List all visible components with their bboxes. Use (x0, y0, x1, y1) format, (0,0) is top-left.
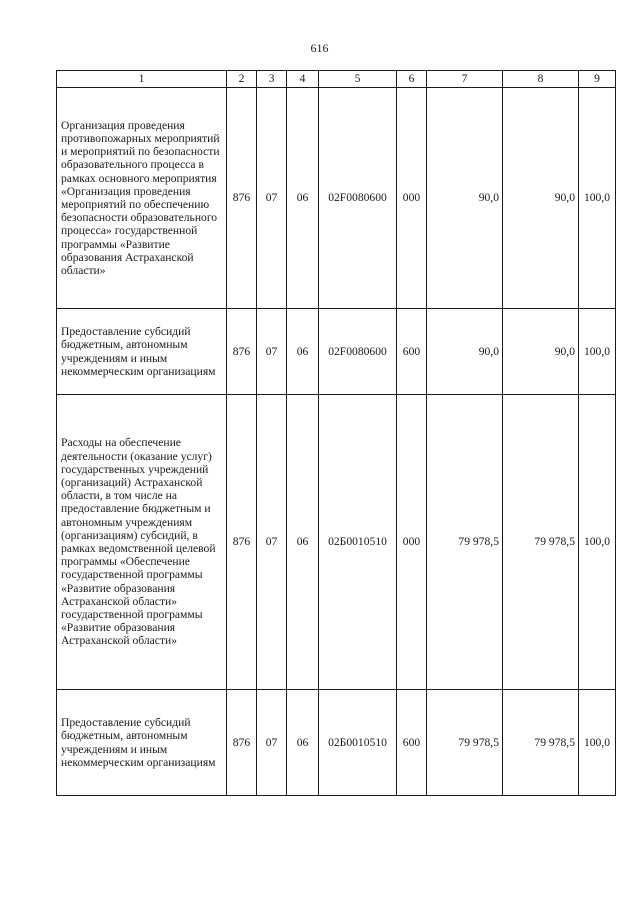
percent-col9: 100,0 (579, 88, 616, 309)
ministry-code: 876 (227, 690, 257, 796)
section-code: 07 (257, 309, 287, 395)
header-cell-1: 1 (57, 71, 227, 88)
amount-col7: 90,0 (427, 88, 503, 309)
amount-col8: 90,0 (503, 309, 579, 395)
amount-col8: 90,0 (503, 88, 579, 309)
subsection-code: 06 (287, 88, 319, 309)
percent-col9: 100,0 (579, 309, 616, 395)
amount-col8: 79 978,5 (503, 690, 579, 796)
section-code: 07 (257, 395, 287, 690)
budget-table (56, 70, 616, 796)
row-description: Организация проведения противопожарных мероприятий и мероприятий по безопасности образовательного процесса в рамках основного мероприятия «Организация проведения мероприятий по обеспечению безопасности образовательного процесса» государственной программы «Развитие образования Астраханской области» (57, 88, 227, 309)
header-cell-2: 2 (227, 71, 257, 88)
percent-col9: 100,0 (579, 690, 616, 796)
target-article-code: 02Б0010510 (319, 395, 397, 690)
section-code: 07 (257, 690, 287, 796)
table-row (57, 690, 616, 796)
subsection-code: 06 (287, 690, 319, 796)
table-row (57, 88, 616, 309)
header-cell-4: 4 (287, 71, 319, 88)
section-code: 07 (257, 88, 287, 309)
header-cell-7: 7 (427, 71, 503, 88)
table-row (57, 395, 616, 690)
expense-type-code: 600 (397, 309, 427, 395)
header-cell-5: 5 (319, 71, 397, 88)
subsection-code: 06 (287, 309, 319, 395)
row-description: Предоставление субсидий бюджетным, автономным учреждениям и иным некоммерческим организациям (57, 690, 227, 796)
ministry-code: 876 (227, 395, 257, 690)
header-row (57, 71, 616, 88)
header-cell-9: 9 (579, 71, 616, 88)
target-article-code: 02F0080600 (319, 309, 397, 395)
row-description: Расходы на обеспечение деятельности (оказание услуг) государственных учреждений (организаций) Астраханской области, в том числе на предоставление бюджетным и автономным учреждениям (организациям) субсидий, в рамках ведомственной целевой программы «Обеспечение государственной программы «Развитие образования Астраханской области» государственной программы «Развитие образования Астраханской области» (57, 395, 227, 690)
expense-type-code: 000 (397, 395, 427, 690)
expense-type-code: 600 (397, 690, 427, 796)
ministry-code: 876 (227, 88, 257, 309)
target-article-code: 02Б0010510 (319, 690, 397, 796)
header-cell-6: 6 (397, 71, 427, 88)
ministry-code: 876 (227, 309, 257, 395)
row-description: Предоставление субсидий бюджетным, автономным учреждениям и иным некоммерческим организациям (57, 309, 227, 395)
expense-type-code: 000 (397, 88, 427, 309)
header-cell-8: 8 (503, 71, 579, 88)
table-row (57, 309, 616, 395)
amount-col7: 79 978,5 (427, 690, 503, 796)
amount-col7: 90,0 (427, 309, 503, 395)
subsection-code: 06 (287, 395, 319, 690)
page-number: 616 (310, 41, 329, 55)
amount-col8: 79 978,5 (503, 395, 579, 690)
amount-col7: 79 978,5 (427, 395, 503, 690)
percent-col9: 100,0 (579, 395, 616, 690)
header-cell-3: 3 (257, 71, 287, 88)
target-article-code: 02F0080600 (319, 88, 397, 309)
